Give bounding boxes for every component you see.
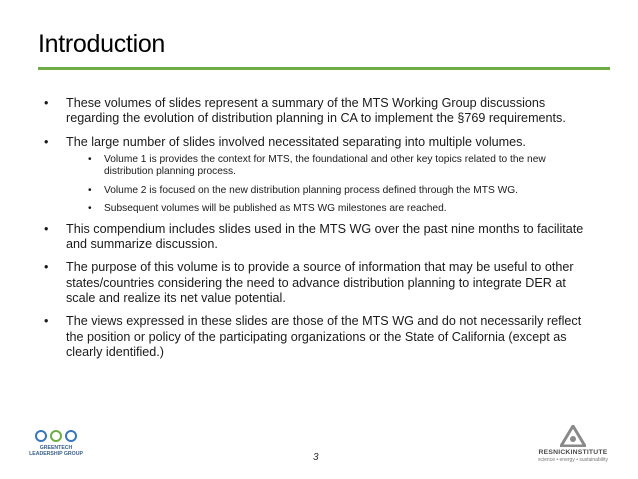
title-underline bbox=[38, 67, 610, 70]
bullet-dot-icon: • bbox=[44, 96, 49, 110]
sub-bullet-item bbox=[66, 203, 584, 216]
bullet-dot-icon: • bbox=[44, 260, 49, 275]
bullet-text: The purpose of this volume is to provide a source of information that may be useful to other states/countries considering the need to advance distribution planning to integrate DER at scale and realize its net value potential. bbox=[66, 260, 574, 306]
greentech-logo-line1: GREENTECH bbox=[39, 445, 73, 451]
bullet-item bbox=[44, 222, 584, 253]
resnick-triangle-icon bbox=[560, 425, 586, 447]
sub-bullet-dot-icon: • bbox=[88, 203, 92, 215]
bullet-item bbox=[44, 314, 584, 360]
greentech-logo-line2: LEADERSHIP GROUP bbox=[29, 451, 83, 457]
sub-bullet-text: Volume 2 is focused on the new distribution planning process defined through the MTS WG. bbox=[104, 184, 518, 196]
bullet-dot-icon: • bbox=[44, 134, 49, 149]
slide-title: Introduction bbox=[38, 30, 166, 58]
resnick-logo-name: RESNICKINSTITUTE bbox=[538, 449, 608, 456]
resnick-logo-tagline: science • energy • sustainability bbox=[538, 457, 608, 463]
sub-bullet-item bbox=[66, 185, 584, 198]
resnick-logo bbox=[532, 425, 614, 475]
greentech-circles-icon bbox=[26, 430, 86, 442]
page-number: 3 bbox=[313, 452, 319, 463]
bullet-dot-icon: • bbox=[44, 314, 49, 329]
bullet-text: The large number of slides involved necessitated separating into multiple volumes. bbox=[66, 134, 526, 149]
bullet-item bbox=[44, 260, 584, 306]
bullet-dot-icon: • bbox=[44, 221, 49, 236]
sub-bullet-list bbox=[66, 154, 584, 216]
greentech-logo bbox=[26, 428, 86, 474]
sub-bullet-dot-icon: • bbox=[88, 153, 92, 165]
sub-bullet-item bbox=[66, 154, 584, 179]
sub-bullet-text: Subsequent volumes will be published as MTS WG milestones are reached. bbox=[104, 203, 447, 215]
bullet-text: This compendium includes slides used in the MTS WG over the past nine months to facilitate and summarize discussion. bbox=[66, 221, 584, 252]
sub-bullet-dot-icon: • bbox=[88, 184, 92, 196]
bullet-item bbox=[44, 96, 584, 127]
bullet-text: The views expressed in these slides are those of the MTS WG and do not necessarily reflect the position or policy of the participating organizations or the State of California (except as clearly identified.) bbox=[66, 314, 582, 359]
bullet-list bbox=[44, 96, 584, 368]
bullet-text: These volumes of slides represent a summary of the MTS Working Group discussions regarding the evolution of distribution planning in CA to implement the §769 requirements. bbox=[66, 96, 566, 126]
sub-bullet-text: Volume 1 is provides the context for MTS, the foundational and other key topics related to the new distribution planning process. bbox=[104, 153, 546, 178]
bullet-item bbox=[44, 135, 584, 216]
